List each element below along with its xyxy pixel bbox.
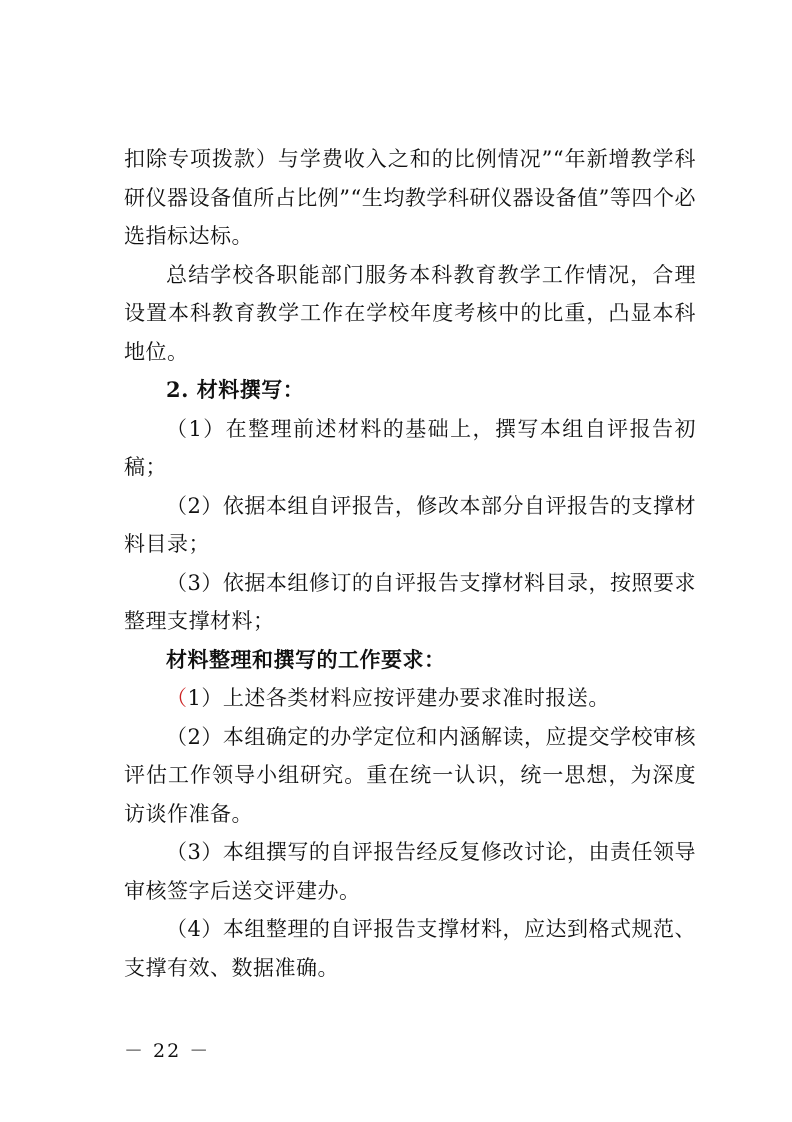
- highlighted-parenthesis: （: [166, 686, 188, 710]
- list-item-requirement-4: （4）本组整理的自评报告支撑材料，应达到格式规范、支撑有效、数据准确。: [124, 917, 696, 980]
- list-item-writing-1: （1）在整理前述材料的基础上，撰写本组自评报告初稿；: [124, 416, 696, 479]
- page-number: － 22 －: [124, 1040, 211, 1062]
- paragraph-summary: 总结学校各职能部门服务本科教育教学工作情况，合理设置本科教育教学工作在学校年度考核中的比重，凸显本科地位。: [124, 262, 696, 364]
- requirement-1-text: 1）上述各类材料应按评建办要求准时报送。: [187, 686, 610, 710]
- list-item-requirement-3: （3）本组撰写的自评报告经反复修改讨论，由责任领导审核签字后送交评建办。: [124, 840, 696, 903]
- list-item-writing-3: （3）依据本组修订的自评报告支撑材料目录，按照要求整理支撑材料；: [124, 570, 696, 633]
- paragraph-indicator-continuation: 扣除专项拨款）与学费收入之和的比例情况”“年新增教学科研仪器设备值所占比例”“生均教学科研仪器设备值”等四个必选指标达标。: [124, 147, 696, 248]
- section-heading-material-writing: 2. 材料撰写：: [166, 377, 305, 402]
- document-body: [124, 140, 696, 987]
- section-heading-work-requirements: 材料整理和撰写的工作要求：: [166, 646, 446, 672]
- list-item-requirement-2: （2）本组确定的办学定位和内涵解读，应提交学校审核评估工作领导小组研究。重在统一认识，统一思想，为深度访谈作准备。: [124, 724, 696, 826]
- list-item-requirement-1: [124, 679, 696, 718]
- list-item-writing-2: （2）依据本组自评报告，修改本部分自评报告的支撑材料目录；: [124, 493, 696, 556]
